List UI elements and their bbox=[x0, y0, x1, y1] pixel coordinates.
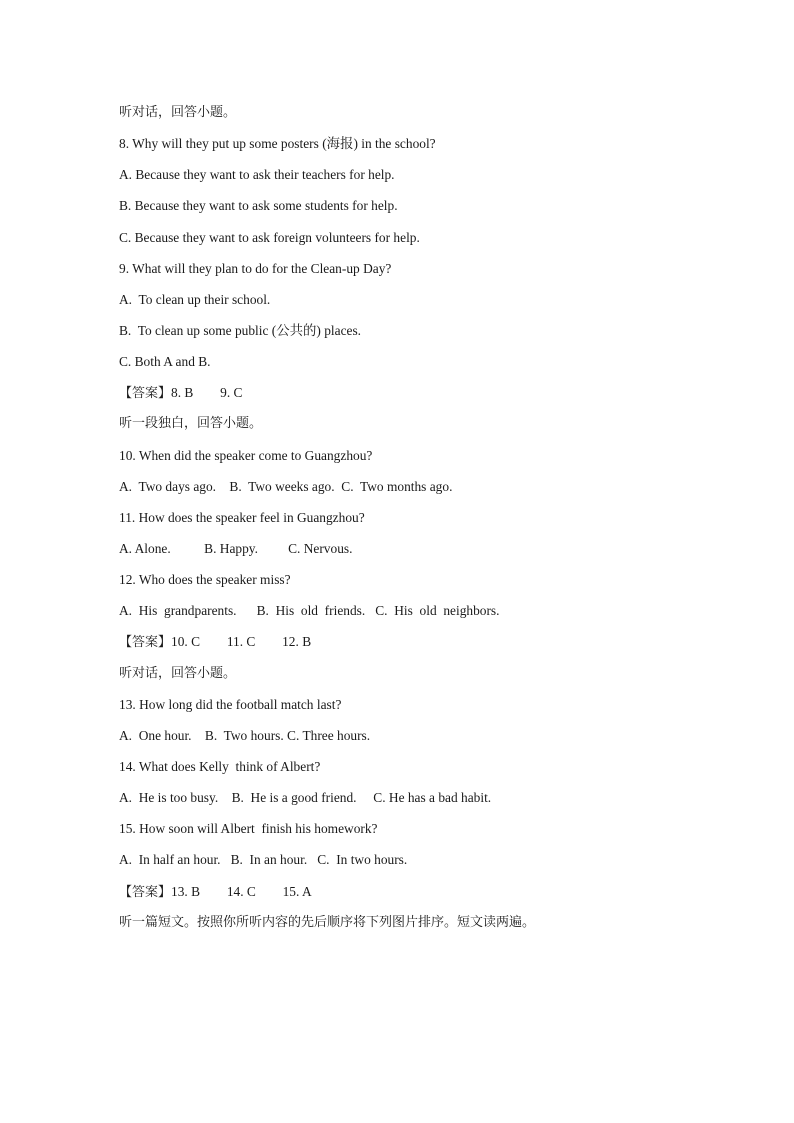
question-stem: 12. Who does the speaker miss? bbox=[119, 572, 291, 588]
question-stem: 10. When did the speaker come to Guangzhou? bbox=[119, 447, 373, 463]
answer-line bbox=[119, 880, 719, 911]
section-instruction: 听一篇短文。按照你所听内容的先后顺序将下列图片排序。短文读两遍。 bbox=[119, 914, 536, 930]
page-content bbox=[119, 101, 719, 942]
section-instruction: 听对话，回答小题。 bbox=[119, 105, 237, 120]
answer-text: 13. B 14. C 15. A bbox=[171, 883, 312, 899]
section-instruction: 听对话，回答小题。 bbox=[119, 665, 237, 681]
question-stem: 9. What will they plan to do for the Clean-up Day? bbox=[119, 260, 392, 276]
answer-label: 【答案】 bbox=[119, 635, 172, 651]
answer-line bbox=[119, 630, 719, 661]
answer-label: 【答案】 bbox=[119, 884, 172, 900]
answer-line bbox=[119, 381, 719, 412]
answer-text: 10. C 11. C 12. B bbox=[171, 634, 312, 650]
question-option: C. Because they want to ask foreign volunteers for help. bbox=[119, 229, 420, 245]
question-options: A. Alone. B. Happy. C. Nervous. bbox=[119, 540, 353, 556]
question-stem: 8. Why will they put up some posters (海报) in the school? bbox=[119, 136, 436, 152]
question-stem: 11. How does the speaker feel in Guangzhou? bbox=[119, 509, 365, 525]
question-options: A. One hour. B. Two hours. C. Three hours. bbox=[119, 727, 371, 743]
question-stem: 14. What does Kelly think of Albert? bbox=[119, 758, 321, 774]
answer-label: 【答案】 bbox=[119, 386, 172, 402]
question-option: A. To clean up their school. bbox=[119, 291, 271, 307]
question-options: A. Two days ago. B. Two weeks ago. C. Two months ago. bbox=[119, 478, 453, 494]
question-option: A. Because they want to ask their teachers for help. bbox=[119, 167, 395, 183]
question-option: B. To clean up some public (公共的) places. bbox=[119, 322, 362, 338]
question-stem: 15. How soon will Albert finish his homework? bbox=[119, 821, 378, 837]
question-option: C. Both A and B. bbox=[119, 354, 211, 370]
question-stem: 13. How long did the football match last? bbox=[119, 696, 342, 712]
question-options: A. His grandparents. B. His old friends. C. His old neighbors. bbox=[119, 603, 500, 619]
question-option: B. Because they want to ask some students for help. bbox=[119, 198, 398, 214]
section-instruction: 听一段独白，回答小题。 bbox=[119, 416, 263, 432]
question-options: A. He is too busy. B. He is a good friend. C. He has a bad habit. bbox=[119, 790, 492, 806]
answer-text: 8. B 9. C bbox=[171, 385, 243, 401]
question-options: A. In half an hour. B. In an hour. C. In two hours. bbox=[119, 852, 408, 868]
